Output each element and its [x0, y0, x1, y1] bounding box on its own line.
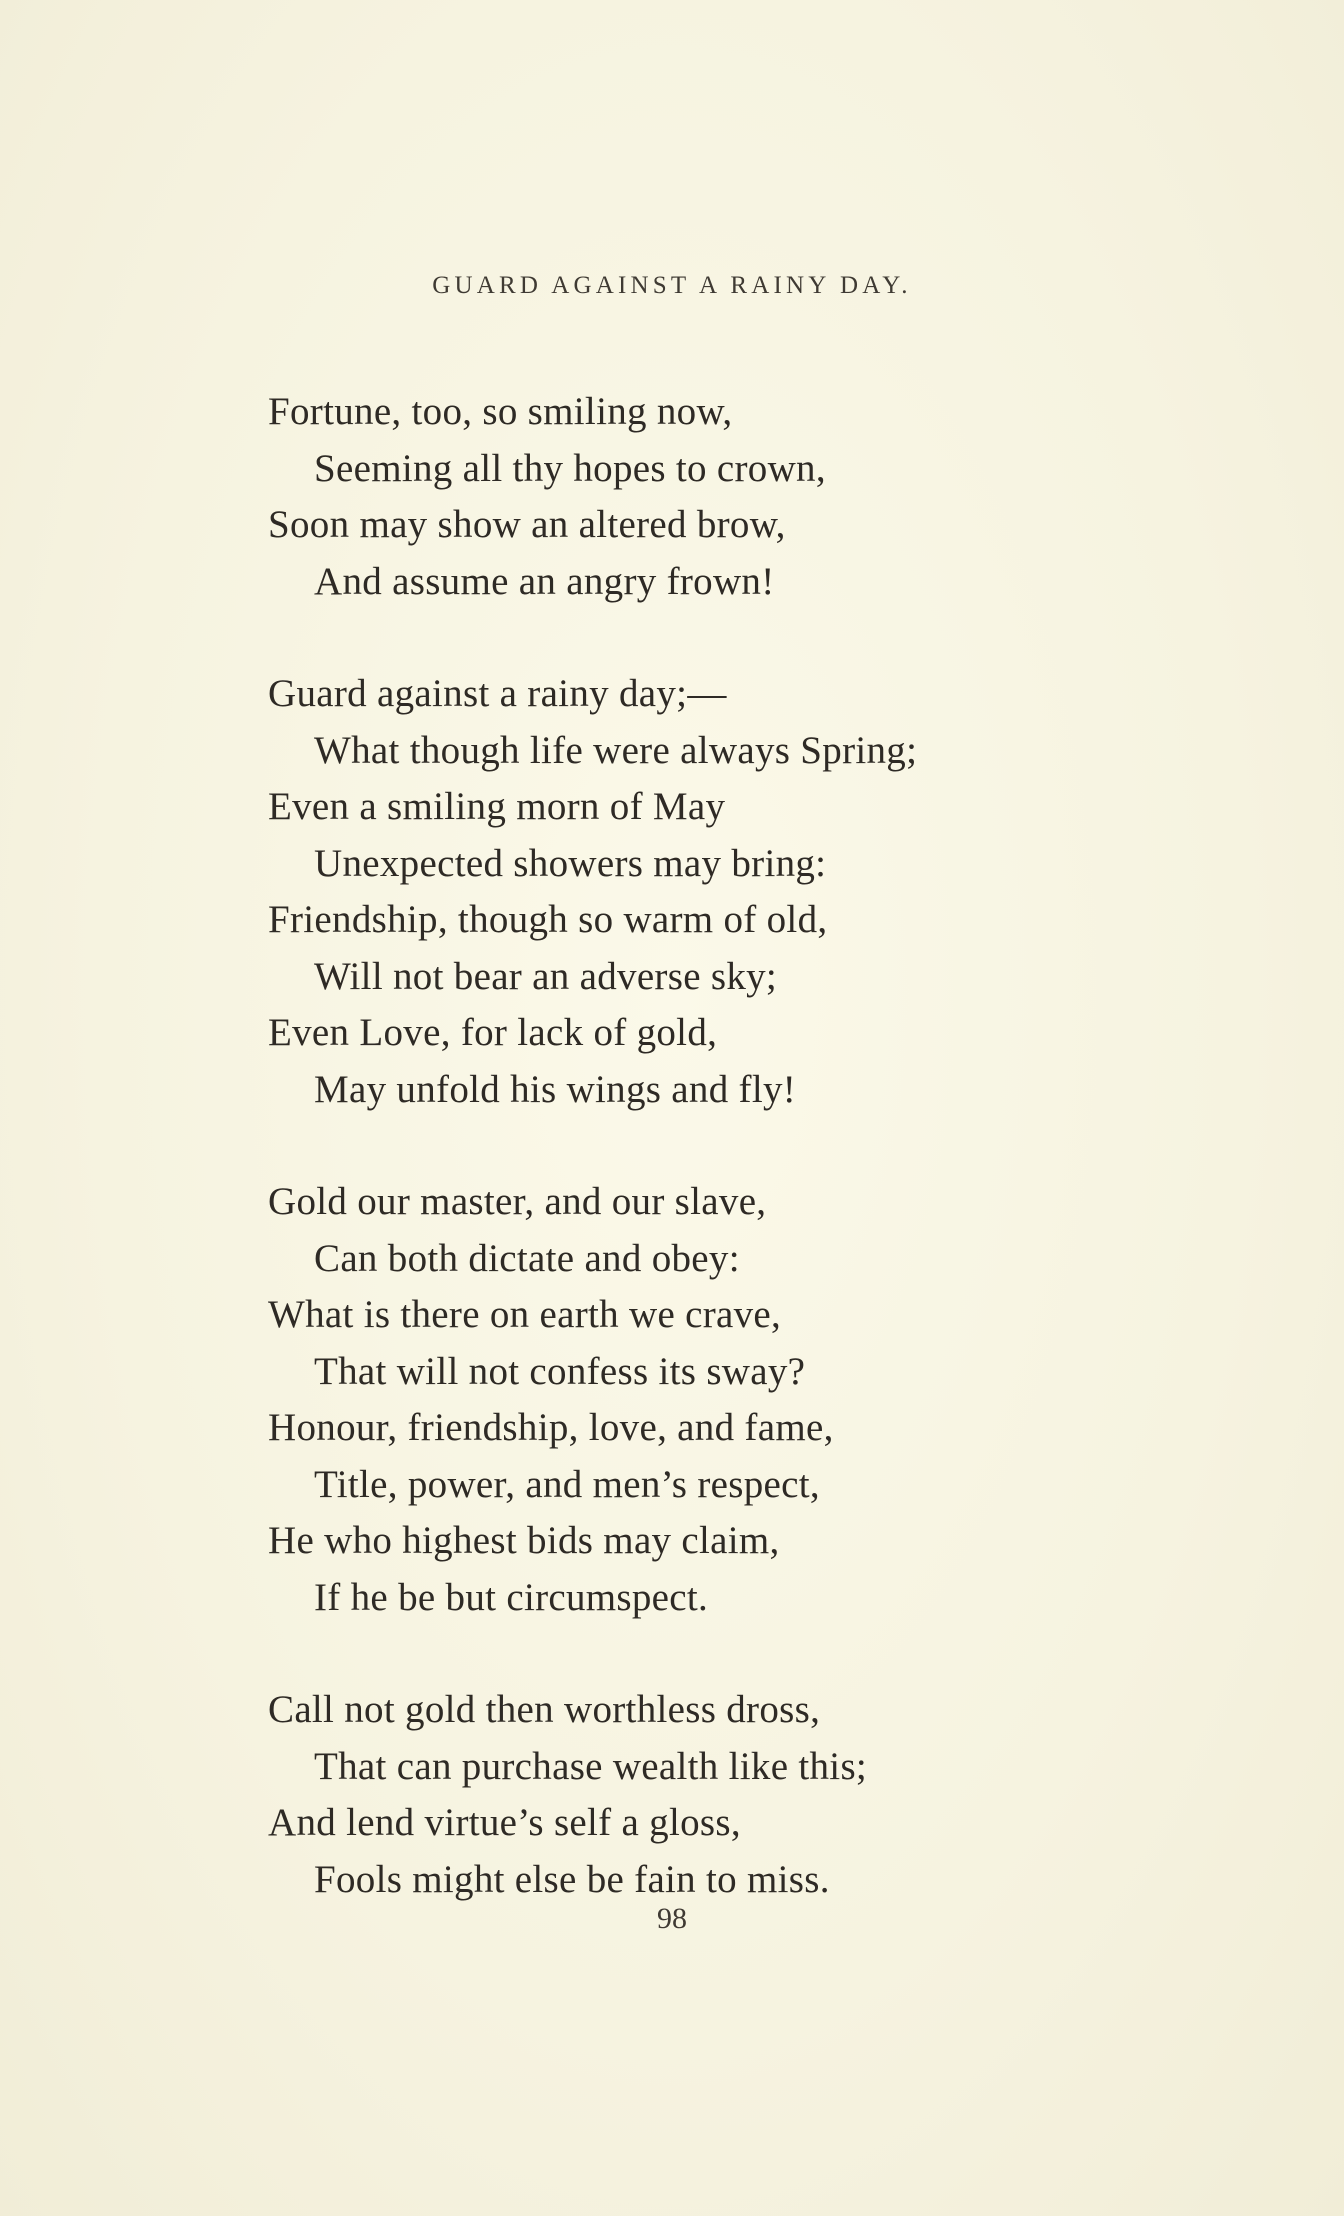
- poem-line: Fortune, too, so smiling now,: [268, 390, 733, 433]
- poem-line: Unexpected showers may bring:: [314, 841, 827, 885]
- poem-line: He who highest bids may claim,: [268, 1519, 780, 1562]
- poem-line: Call not gold then worthless dross,: [268, 1688, 821, 1731]
- stanza-4: [268, 1682, 1148, 1908]
- poem-line: Friendship, though so warm of old,: [268, 898, 828, 941]
- poem-line: What is there on earth we crave,: [268, 1293, 782, 1336]
- poem-line: Can both dictate and obey:: [314, 1236, 740, 1280]
- poem-line: Even Love, for lack of gold,: [268, 1011, 718, 1054]
- page-number: 98: [657, 1902, 687, 1935]
- stanza-1: [268, 384, 1148, 610]
- poem-line: And lend virtue’s self a gloss,: [268, 1801, 741, 1844]
- running-head: GUARD AGAINST A RAINY DAY.: [432, 272, 912, 299]
- poem-line: Even a smiling morn of May: [268, 785, 726, 828]
- poem-line: If he be but circumspect.: [314, 1575, 709, 1619]
- poem-line: Seeming all thy hopes to crown,: [314, 446, 826, 490]
- poem-line: What though life were always Spring;: [314, 728, 918, 772]
- poem-line: And assume an angry frown!: [314, 559, 775, 603]
- poem-line: Fools might else be fain to miss.: [314, 1857, 830, 1901]
- poem-line: May unfold his wings and fly!: [314, 1067, 797, 1111]
- poem: [268, 384, 1148, 1964]
- poem-line: Honour, friendship, love, and fame,: [268, 1406, 834, 1449]
- poem-line: That can purchase wealth like this;: [314, 1744, 868, 1788]
- poem-line: Title, power, and men’s respect,: [314, 1462, 820, 1506]
- poem-line: Guard against a rainy day;—: [268, 672, 727, 715]
- poem-line: Soon may show an altered brow,: [268, 503, 786, 546]
- poem-line: Will not bear an adverse sky;: [314, 954, 778, 998]
- stanza-3: [268, 1174, 1148, 1626]
- poem-line: That will not confess its sway?: [314, 1349, 806, 1393]
- stanza-2: [268, 666, 1148, 1118]
- poem-line: Gold our master, and our slave,: [268, 1180, 767, 1223]
